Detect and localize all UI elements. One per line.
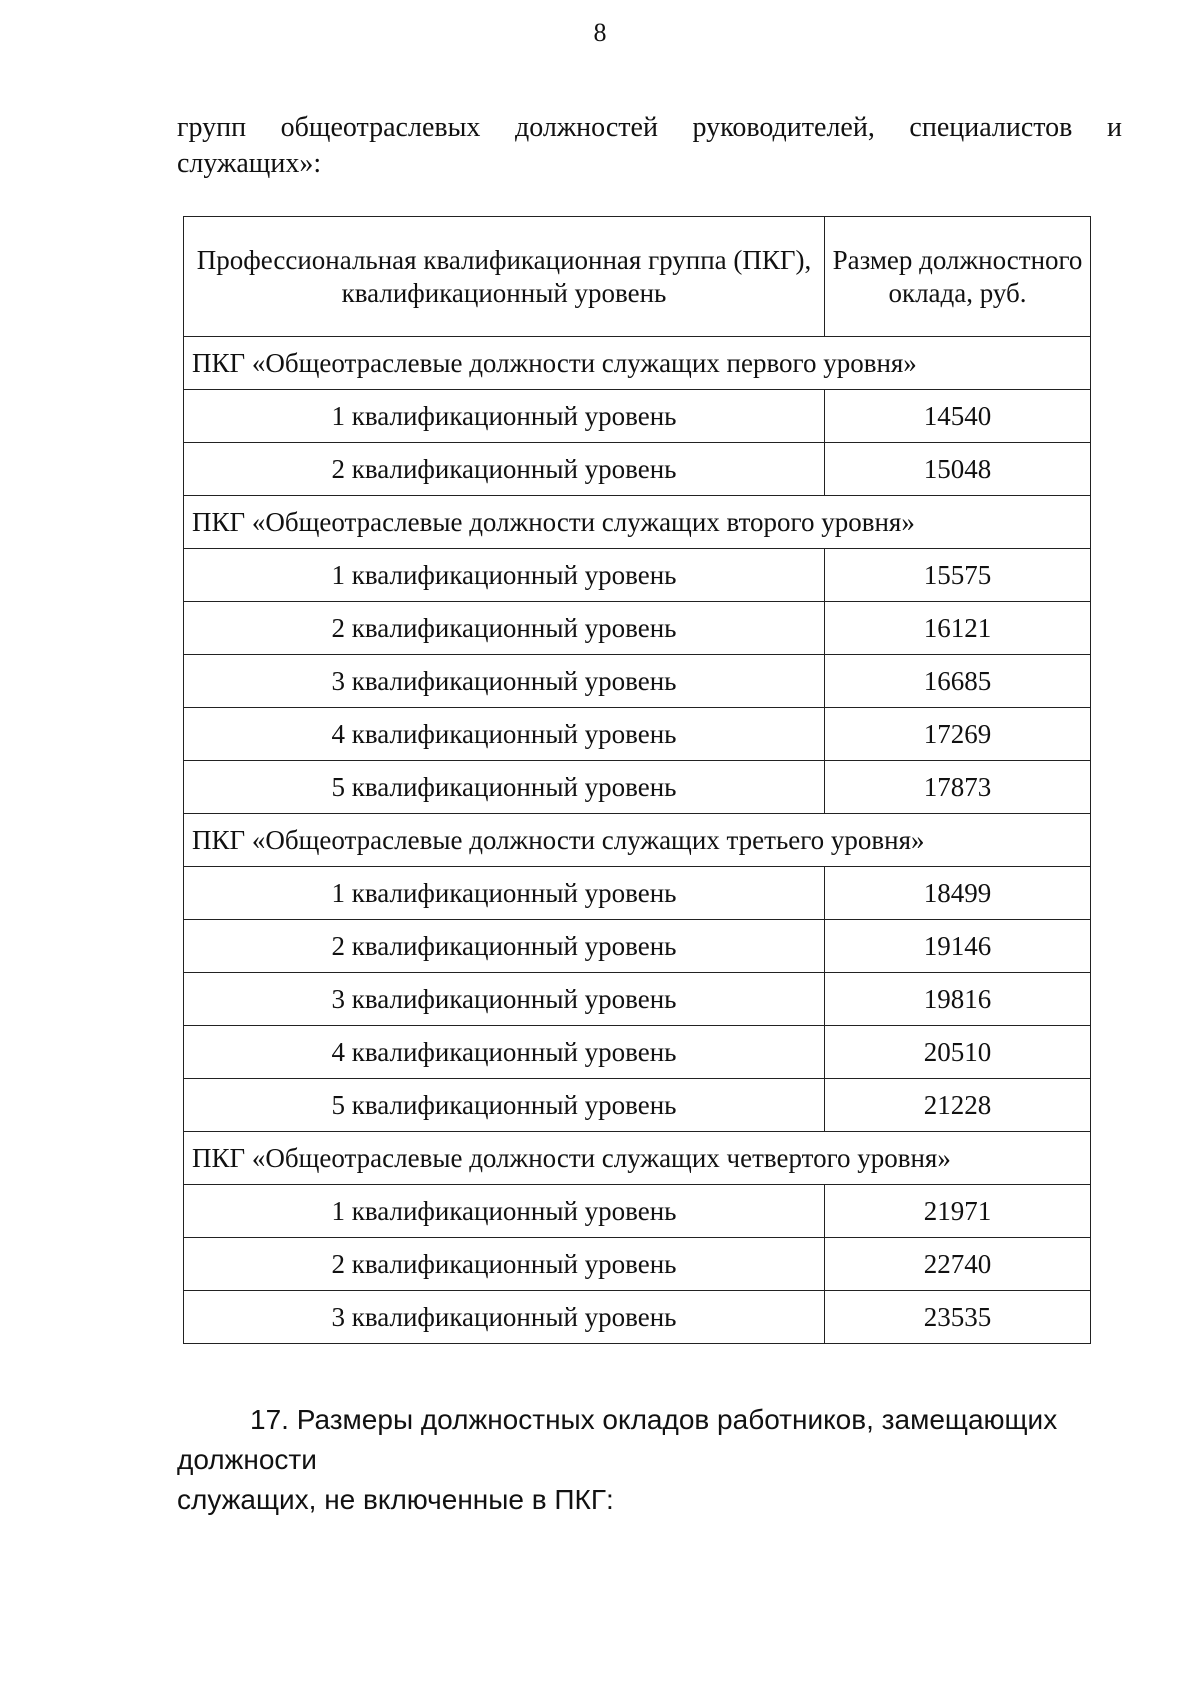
page-number: 8: [593, 18, 607, 47]
intro-word: общеотраслевых: [280, 112, 481, 143]
table-row: [184, 708, 1091, 761]
salary-value: 23535: [825, 1291, 1091, 1344]
table-row: [184, 867, 1091, 920]
salary-value: 19146: [825, 920, 1091, 973]
intro-word: специалистов: [909, 112, 1073, 143]
header-qualification-group: Профессиональная квалификационная группа (ПКГ), квалификационный уровень: [184, 217, 825, 337]
level-name: 4 квалификационный уровень: [184, 708, 825, 761]
salary-value: 14540: [825, 390, 1091, 443]
table-row: [184, 390, 1091, 443]
table-row: [184, 1079, 1091, 1132]
level-name: 1 квалификационный уровень: [184, 1185, 825, 1238]
level-name: 2 квалификационный уровень: [184, 1238, 825, 1291]
group-title: ПКГ «Общеотраслевые должности служащих четвертого уровня»: [184, 1132, 1091, 1185]
table-header-row: [184, 217, 1091, 337]
outro-paragraph: [177, 1400, 1122, 1520]
level-name: 3 квалификационный уровень: [184, 1291, 825, 1344]
salary-value: 21228: [825, 1079, 1091, 1132]
salary-value: 16121: [825, 602, 1091, 655]
intro-line-2: служащих»:: [177, 148, 322, 179]
salary-value: 17873: [825, 761, 1091, 814]
group-row: [184, 337, 1091, 390]
group-title: ПКГ «Общеотраслевые должности служащих третьего уровня»: [184, 814, 1091, 867]
intro-word: руководителей,: [692, 112, 875, 143]
table-row: [184, 1291, 1091, 1344]
intro-paragraph: [177, 110, 1122, 182]
table-row: [184, 1185, 1091, 1238]
salary-value: 18499: [825, 867, 1091, 920]
salary-value: 15048: [825, 443, 1091, 496]
table-row: [184, 655, 1091, 708]
group-row: [184, 814, 1091, 867]
table-row: [184, 602, 1091, 655]
salary-value: 19816: [825, 973, 1091, 1026]
outro-line-2: служащих, не включенные в ПКГ:: [177, 1484, 614, 1515]
salary-value: 22740: [825, 1238, 1091, 1291]
salary-value: 16685: [825, 655, 1091, 708]
salary-value: 15575: [825, 549, 1091, 602]
level-name: 4 квалификационный уровень: [184, 1026, 825, 1079]
table-row: [184, 1026, 1091, 1079]
salary-value: 17269: [825, 708, 1091, 761]
level-name: 3 квалификационный уровень: [184, 973, 825, 1026]
intro-word: групп: [177, 112, 247, 143]
level-name: 1 квалификационный уровень: [184, 390, 825, 443]
table-body: [184, 337, 1091, 1344]
level-name: 2 квалификационный уровень: [184, 443, 825, 496]
group-row: [184, 1132, 1091, 1185]
intro-word: должностей: [514, 112, 658, 143]
table-row: [184, 973, 1091, 1026]
group-title: ПКГ «Общеотраслевые должности служащих второго уровня»: [184, 496, 1091, 549]
salary-value: 20510: [825, 1026, 1091, 1079]
level-name: 3 квалификационный уровень: [184, 655, 825, 708]
intro-word: и: [1106, 112, 1122, 143]
salary-table: [183, 216, 1091, 1344]
level-name: 1 квалификационный уровень: [184, 549, 825, 602]
intro-line-1: [177, 110, 1122, 146]
table-row: [184, 549, 1091, 602]
level-name: 2 квалификационный уровень: [184, 602, 825, 655]
table-row: [184, 443, 1091, 496]
level-name: 5 квалификационный уровень: [184, 761, 825, 814]
salary-value: 21971: [825, 1185, 1091, 1238]
table-row: [184, 761, 1091, 814]
outro-line-1: 17. Размеры должностных окладов работников, замещающих должности: [177, 1404, 1058, 1475]
group-row: [184, 496, 1091, 549]
table-row: [184, 920, 1091, 973]
header-salary: Размер должностного оклада, руб.: [825, 217, 1091, 337]
level-name: 1 квалификационный уровень: [184, 867, 825, 920]
level-name: 5 квалификационный уровень: [184, 1079, 825, 1132]
group-title: ПКГ «Общеотраслевые должности служащих первого уровня»: [184, 337, 1091, 390]
level-name: 2 квалификационный уровень: [184, 920, 825, 973]
table-row: [184, 1238, 1091, 1291]
